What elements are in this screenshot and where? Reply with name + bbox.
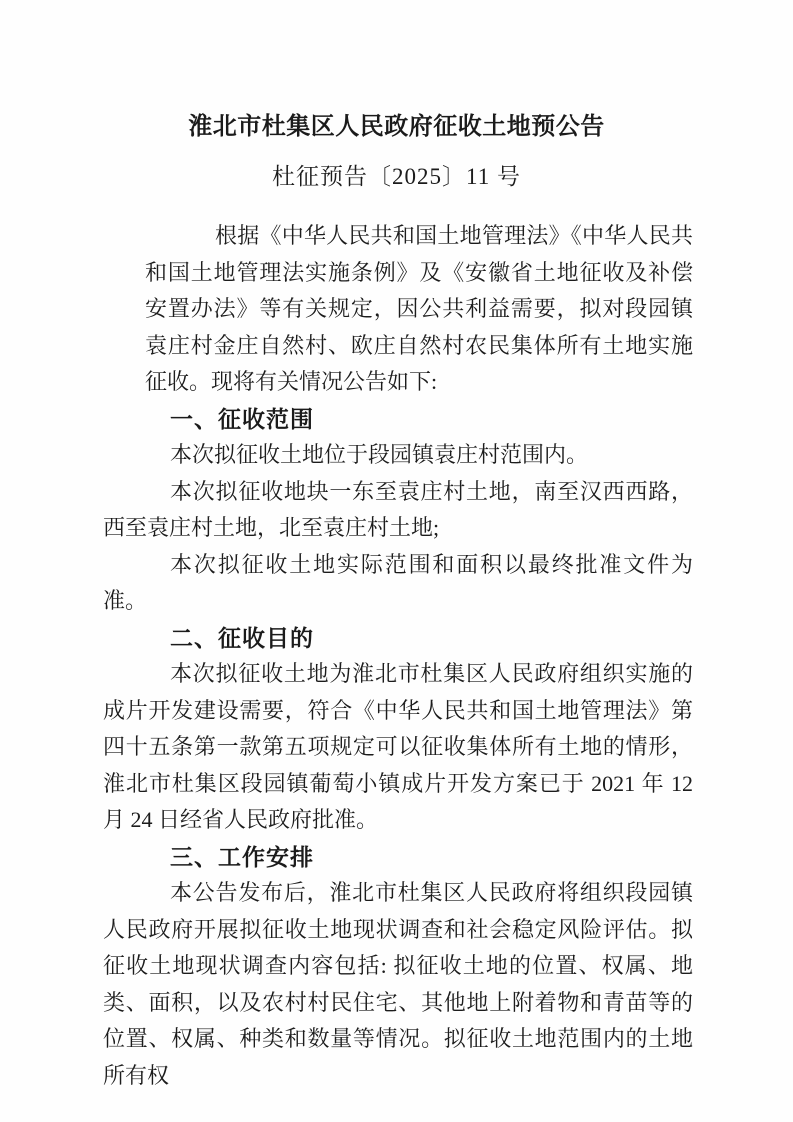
section-1-paragraph-1: 本次拟征收土地位于段园镇袁庄村范围内。 bbox=[170, 442, 589, 467]
section-1-paragraph-3: 本次拟征收土地实际范围和面积以最终批准文件为准。 bbox=[103, 551, 693, 613]
section-2-paragraph-1: 本次拟征收土地为淮北市杜集区人民政府组织实施的成片开发建设需要，符合《中华人民共和国土地管理法》第四十五条第一款第五项规定可以征收集体所有土地的情形，淮北市杜集区段园镇葡萄小镇成片开发方案已于 2021 年 12 月 24 日经省人民政府批准。 bbox=[103, 661, 693, 832]
document-title: 淮北市杜集区人民政府征收土地预公告 bbox=[188, 113, 605, 140]
document-number: 杜征预告〔2025〕11 号 bbox=[272, 164, 521, 189]
section-1-paragraph-2: 本次拟征收地块一东至袁庄村土地，南至汉西西路，西至袁庄村土地，北至袁庄村土地; bbox=[103, 478, 693, 540]
section-3-paragraph-1: 本公告发布后，淮北市杜集区人民政府将组织段园镇人民政府开展拟征收土地现状调查和社会稳定风险评估。拟征收土地现状调查内容包括: 拟征收土地的位置、权属、地类、面积，以及农村村民住宅、其他地上附着物和青苗等的位置、权属、种类和数量等情况。拟征收土地范围内的土地所有权 bbox=[103, 880, 693, 1088]
intro-paragraph: 根据《中华人民共和国土地管理法》《中华人民共和国土地管理法实施条例》及《安徽省土地征收及补偿安置办法》等有关规定，因公共利益需要，拟对段园镇袁庄村金庄自然村、欧庄自然村农民集体所有土地实施征收。现将有关情况公告如下: bbox=[145, 223, 693, 394]
section-2-heading: 二、征收目的 bbox=[170, 624, 314, 651]
section-1-heading: 一、征收范围 bbox=[170, 405, 314, 432]
document-body bbox=[103, 218, 693, 1094]
section-3-heading: 三、工作安排 bbox=[170, 843, 314, 870]
